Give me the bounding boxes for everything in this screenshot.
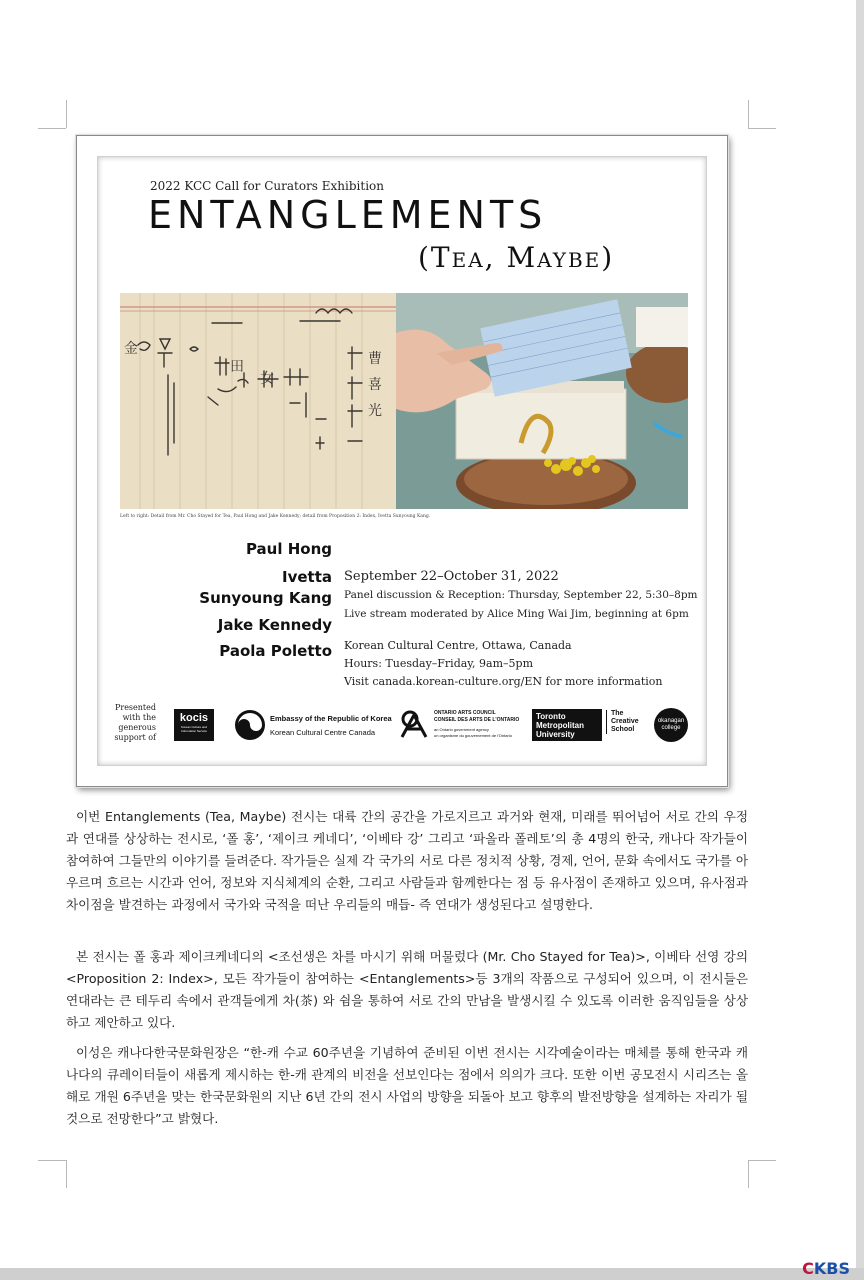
panel-discussion: Panel discussion & Reception: Thursday, September 22, 5:30–8pm [344,589,698,601]
watermark-part-1: C [802,1259,814,1278]
crop-mark-bottom-right [748,1160,749,1188]
crop-mark-top-left [66,100,67,128]
okanagan-logo-text: okanagan college [657,718,685,731]
presented-by-label: Presented with the generous support of [114,703,156,742]
tmu-logo [532,709,602,741]
crop-mark-bottom-left [66,1160,67,1188]
creative-school-logo [606,710,639,734]
oac-line-1: ONTARIO ARTS COUNCIL [434,710,496,716]
svg-text:女: 女 [260,371,274,387]
ledger-photo [120,293,396,509]
live-stream: Live stream moderated by Alice Ming Wai Jim, beginning at 6pm [344,608,689,620]
artist-jake-kennedy: Jake Kennedy [217,616,332,634]
oac-logo-icon [398,709,430,739]
poster-title: ENTANGLEMENTS [148,193,548,237]
body-paragraph-1: 이번 Entanglements (Tea, Maybe) 전시는 대륙 간의 공간을 가로지르고 과거와 현재, 미래를 뛰어넘어 서로 간의 우정과 연대를 상상하는 전시로, ‘폴 홍’, ‘제이크 케네디’, ‘이베타 강’ 그리고 ‘파올라 폴레토’의 총 4명의 한국, 캐나다 작가들이 참여하여 그들만의 이야기를 들려준다. 작가들은 실제 각 국가의 서로 다른 정치적 상황, 경제, 언어, 문화 속에서도 국가를 아우르며 흐르는 시간과 언어, 정보와 지식체계의 순환, 그리고 사람들과 함께한다는 점 등 유사점이 존재하고 있으며, 유사점과 차이점을 발견하는 과정에서 국가와 국적을 떠난 우리들의 매듭- 즉 연대가 생성된다고 설명한다. [66,809,748,912]
index-cards-photo [396,293,688,509]
okanagan-college-logo [654,708,688,742]
crop-mark-bottom-right-h [748,1160,776,1161]
artist-sunyoung-kang: Sunyoung Kang [199,589,332,607]
crop-mark-top-right-h [748,128,776,129]
kocis-logo-text: kocis [179,712,209,724]
svg-text:喜: 喜 [368,377,382,393]
tmu-line-1: Toronto [536,712,566,721]
kocis-logo [174,709,214,741]
oac-line-3: an Ontario government agency [434,727,489,732]
ledger-illustration [120,293,396,509]
svg-text:光: 光 [368,403,382,419]
poster-title-sub: (Tea, Maybe) [418,241,615,274]
opening-hours: Hours: Tuesday–Friday, 9am–5pm [344,657,534,670]
embassy-emblem-icon [234,709,266,741]
artist-paul-hong: Paul Hong [245,540,332,558]
index-cards-illustration [396,293,688,509]
tmu-line-3: University [536,730,575,739]
poster-subtitle: 2022 KCC Call for Curators Exhibition [150,179,384,193]
kocis-logo-subtext: Korean Culture and Information Service [180,725,208,733]
crop-mark-top-right [748,100,749,128]
bottom-scroll-bar[interactable] [0,1268,864,1280]
embassy-line-2: Korean Cultural Centre Canada [270,728,376,737]
creative-line-2: Creative [611,718,639,725]
exhibition-poster [76,135,728,787]
artist-paola-poletto: Paola Poletto [219,642,332,660]
ckbs-watermark [802,1259,850,1278]
watermark-part-2: KBS [813,1259,850,1278]
artist-ivetta: Ivetta [282,568,332,586]
visit-website: Visit canada.korean-culture.org/EN for more information [344,675,663,688]
svg-text:曹: 曹 [368,351,382,367]
page-edge [856,0,864,1280]
body-paragraph-3: 이성은 캐나다한국문화원장은 “한-캐 수교 60주년을 기념하여 준비된 이번 전시는 시각예술이라는 매체를 통해 한국과 캐나다의 큐레이터들이 새롭게 제시하는 한-캐 관계의 비전을 선보인다는 점에서 의의가 크다. 또한 이번 공모전시 시리즈는 올해로 개원 6주년을 맞는 한국문화원의 지난 6년 간의 전시 사업의 방향을 되돌아 보고 향후의 발전방향을 설계하는 자리가 될 것으로 전망한다”고 밝혔다. [66,1045,748,1126]
creative-line-1: The [611,710,624,717]
crop-mark-bottom-left-h [38,1160,66,1161]
embassy-line-1: Embassy of the Republic of Korea [270,714,392,723]
image-caption: Left to right: Detail from Mr. Cho Stayed for Tea, Paul Hong and Jake Kennedy; detail from Proposition 2: Index, Ivetta Sunyoung Kang. [120,514,431,519]
crop-mark-top-left-h [38,128,66,129]
creative-line-3: School [611,726,635,733]
svg-text:田: 田 [230,359,244,375]
tmu-line-2: Metropolitan [536,721,584,730]
oac-line-2: CONSEIL DES ARTS DE L'ONTARIO [434,717,520,723]
poster-inner [97,156,707,766]
body-paragraph-2: 본 전시는 폴 홍과 제이크케네디의 <조선생은 차를 마시기 위해 머물렀다 (Mr. Cho Stayed for Tea)>, 이베타 선영 강의 <Proposition 2: Index>, 모든 작가들이 참여하는 <Entanglements>등 3개의 작품으로 구성되어 있으며, 이 전시들은 연대라는 큰 테두리 속에서 관객들에게 차(茶) 와 쉼을 통하여 서로 간의 만남을 발생시킬 수 있도록 이러한 움직임들을 상상하고 제안하고 있다. [66,949,748,1030]
oac-line-4: un organisme du gouvernement de l'Ontario [434,733,512,738]
svg-text:金: 金 [124,341,138,357]
exhibition-dates: September 22–October 31, 2022 [344,569,559,584]
venue: Korean Cultural Centre, Ottawa, Canada [344,639,572,652]
